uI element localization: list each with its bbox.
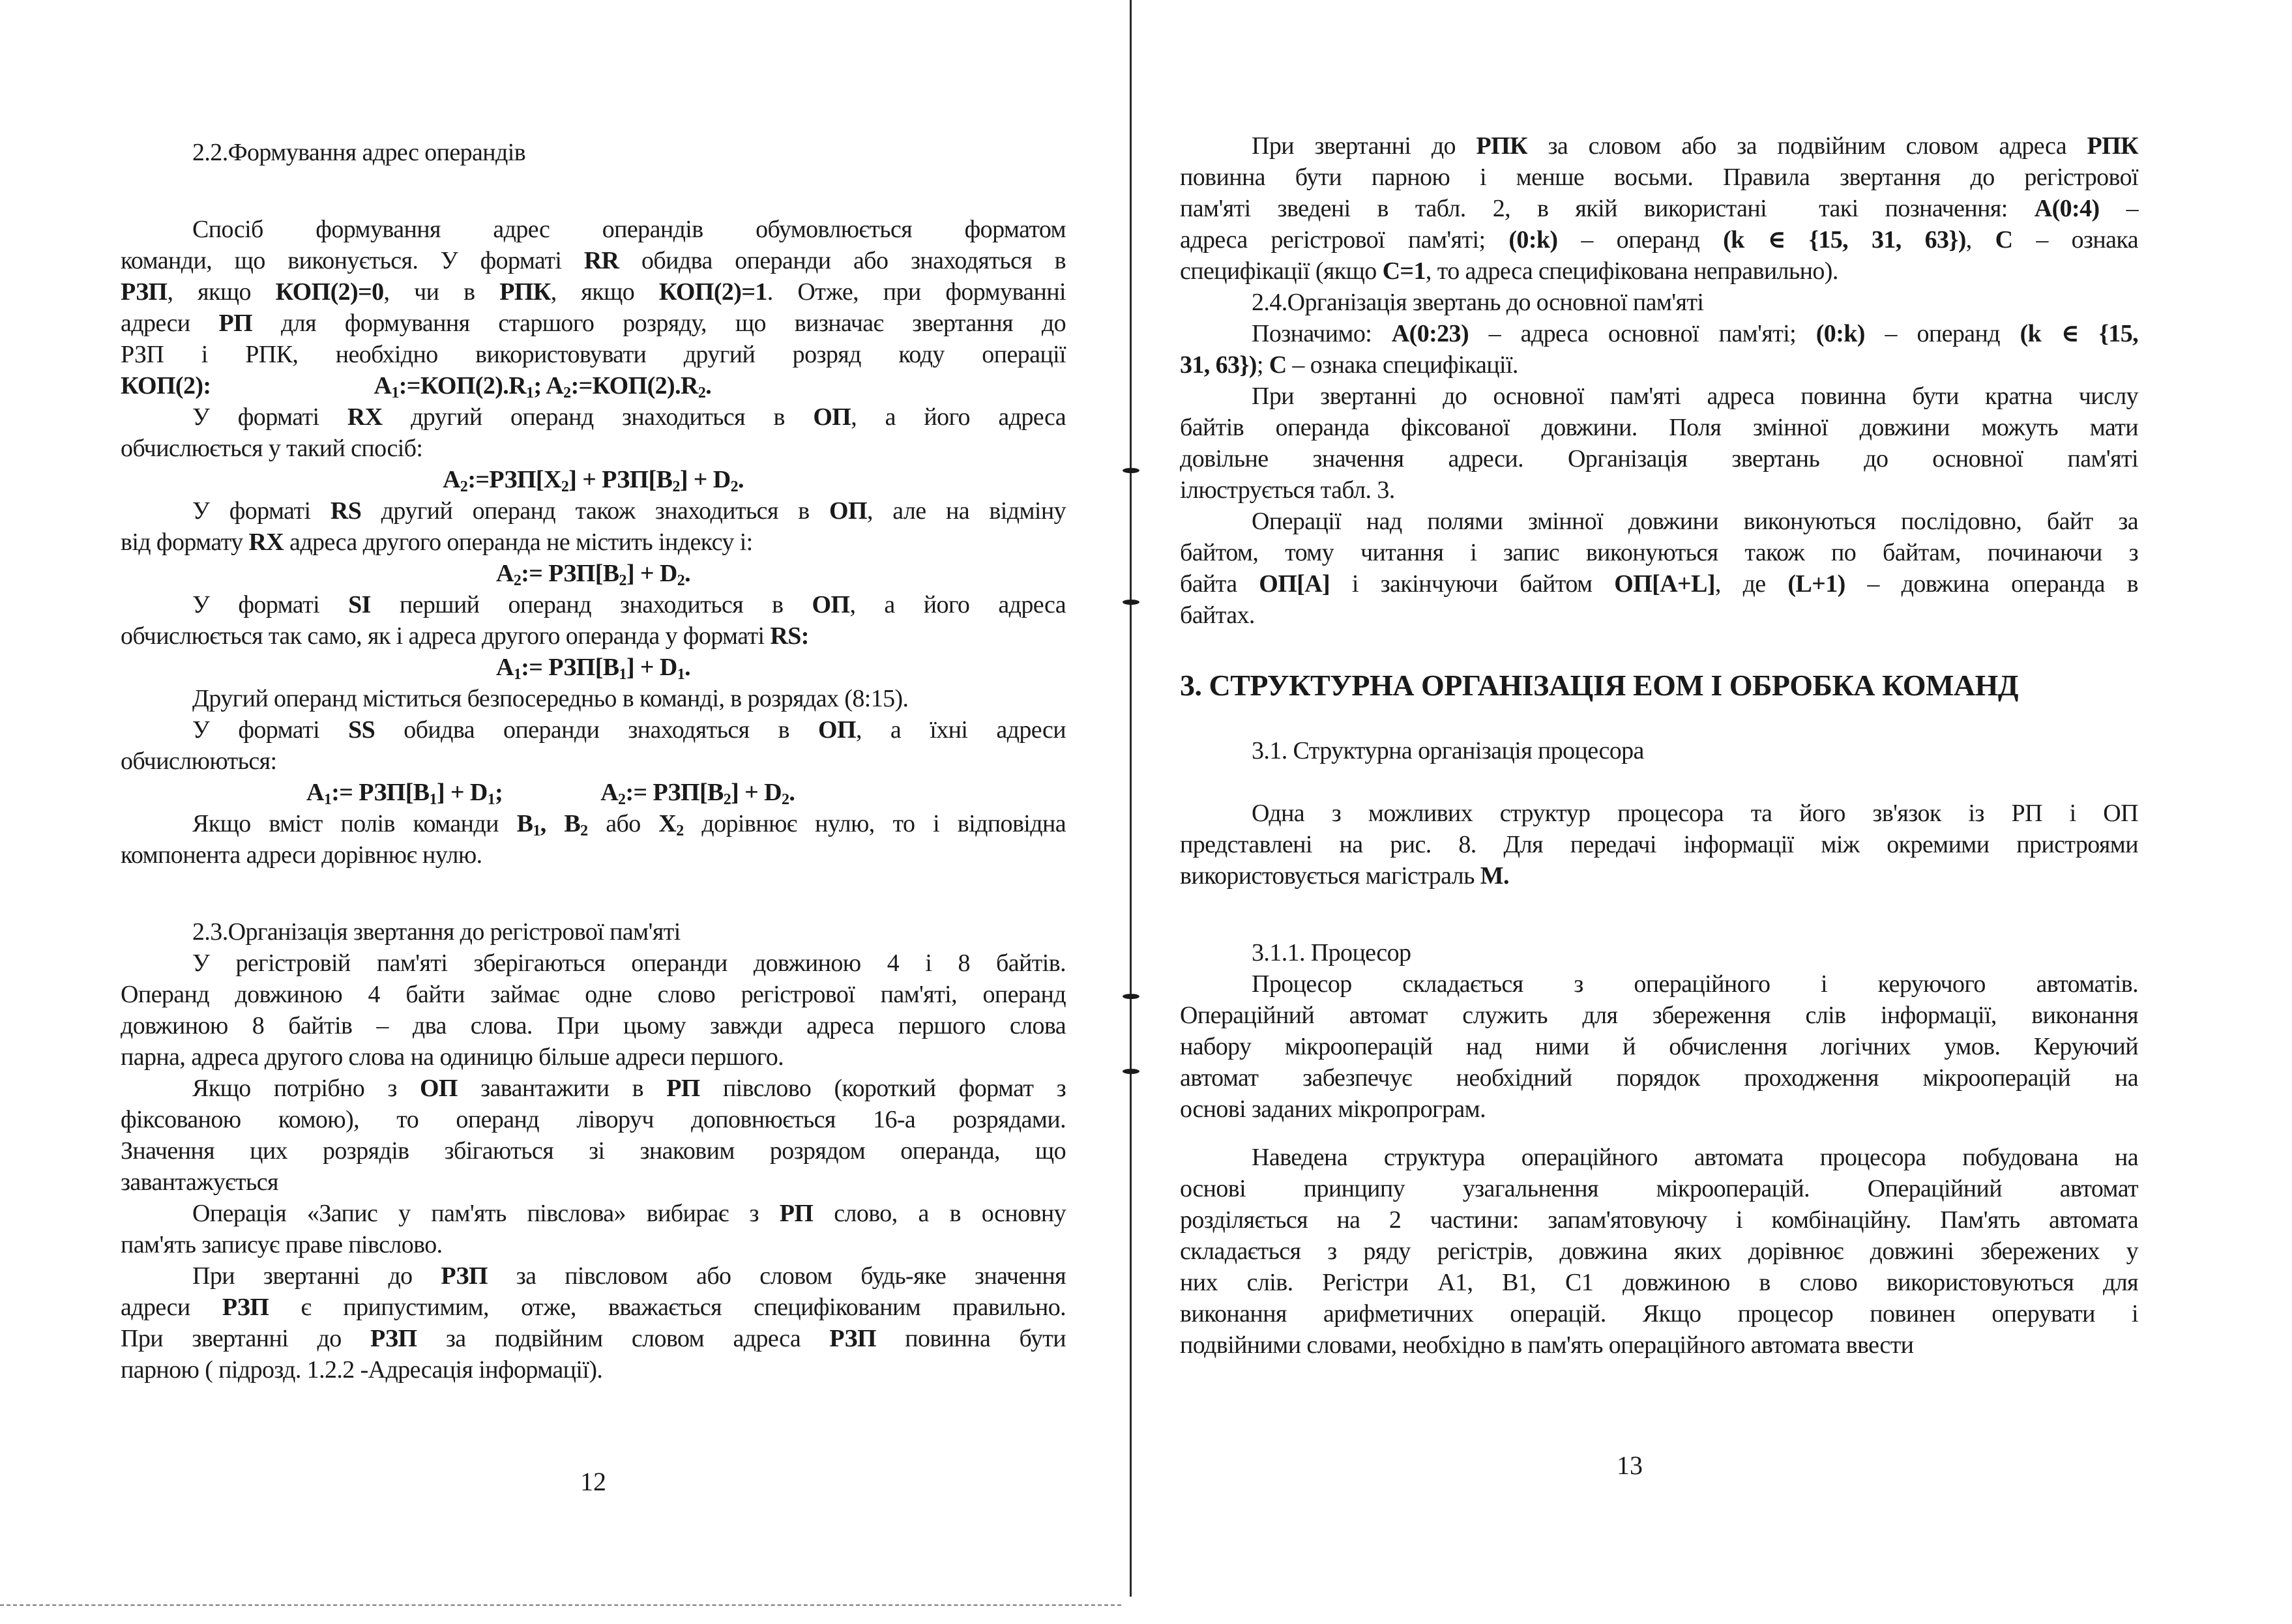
paragraph-2-3-halfword: Якщо потрібно з ОП завантажити в РП півслово (короткий формат з фіксованою комою), то операнд ліворуч доповнюється 16-а розрядами. Значення цих розрядів збігаються зі знаковим розрядом операнда, що завантажується	[121, 1075, 1066, 1196]
paragraph-3-1-1-structure: Наведена структура операційного автомата процесора побудована на основі принципу узагальнення мікрооперацій. Операційний автомат розділяється на 2 частини: запам'ятовуючу і комбінаційну. Пам'ять автомата складається з ряду регістрів, довжина яких дорівнює довжині збережених у них слів. Регістри A1, B1, C1 довжиною в слово використовуються для виконання арифметичних операцій. Якщо процесор повинен оперувати і подвійними словами, необхідно в пам'ять операційного автомата ввести	[1180, 1144, 2138, 1359]
formula-si: $A_1:= РЗП[B_1] + D_1$.	[495, 654, 691, 683]
paragraph-2-3-storage: У регістровій пам'яті зберігаються операнди довжиною 4 і 8 байтів. Операнд довжиною 4 байти займає одне слово регістрової пам'яті, операнд довжиною 8 байтів – два слова. При цьому завжди адреса першого слова парна, адреса другого слова на одиницю більше адреси першого.	[121, 950, 1066, 1071]
section-heading-3-1: 3.1. Структурна організація процесора	[1252, 737, 1644, 764]
paragraph-2-4-alignment: При звертанні до основної пам'яті адреса повинна бути кратна числу байтів операнда фіксованої довжини. Поля змінної довжини можуть мати довільне значення адреси. Організація звертань до основної пам'яті ілюструється табл. 3.	[1180, 383, 2138, 504]
paragraph-3-1: Одна з можливих структур процесора та його зв'язок із РП і ОП представлені на рис. 8. Для передачі інформації між окремими пристроями використовується магістраль M.	[1180, 800, 2138, 890]
paragraph-rpk: При звертанні до РПК за словом або за подвійним словом адреса РПК повинна бути парною і менше восьми. Правила звертання до регістрової пам'яті зведені в табл. 2, в якій використані такі позначення: A(0:4) – адреса регістрової пам'яті; (0:k) – операнд (k ∈ {15, 31, 63}), C – ознака специфікації (якщо C=1, то адреса специфікована неправильно).	[1180, 132, 2138, 285]
page-number-right: 13	[1617, 1451, 1643, 1480]
page-number-left: 12	[580, 1467, 606, 1496]
formula-ss: $A_1:= РЗП[B_1] + D_1$; $A_2:= РЗП[B_2] + D_2$.	[306, 779, 795, 808]
section-heading-2-3: 2.3.Організація звертання до регістрової пам'яті	[192, 918, 681, 946]
page-right	[1134, 0, 2292, 1624]
paragraph-ss: У форматі SS обидва операнди знаходяться в ОП, а їхні адреси обчислюються: $A_1:= РЗП[B_1] + D_1$; $A_2:= РЗП[B_2] + D_2$.	[121, 716, 1066, 808]
paragraph-rs: У форматі RS другий операнд також знаходиться в ОП, але на відміну від формату RX адреса другого операнда не містить індексу і: $A_2:= РЗП[B_2] + D_2$.	[121, 497, 1066, 589]
section-heading-3-1-1: 3.1.1. Процесор	[1252, 939, 1411, 966]
formula-rr: КОП(2): $A_1:=КОП(2).R_1$; $A_2:=КОП(2).R_2$.	[121, 372, 712, 401]
page-left	[0, 0, 1128, 1624]
paragraph-rx: У форматі RX другий операнд знаходиться в ОП, а його адреса обчислюється у такий спосіб: $A_2:=РЗП[X_2] + РЗП[B_2] + D_2$.	[121, 403, 1066, 495]
paragraph-si: У форматі SI перший операнд знаходиться в ОП, а його адреса обчислюється так само, як і адреса другого операнда у форматі RS: $A_1:= РЗП[B_1] + D_1$. Другий операнд міститься безпосередньо в команді, в розрядах (8:15).	[121, 591, 1066, 712]
left-page-text	[121, 137, 1066, 1385]
paragraph-zero-fields: Якщо вміст полів команди $B_1$, $B_2$ або $X_2$ дорівнює нулю, то і відповідна компонента адреси дорівнює нулю.	[121, 810, 1066, 869]
paragraph-2-2-intro: Спосіб формування адрес операндів обумовлюється форматом команди, що виконується. У форматі RR обидва операнди або знаходяться в РЗП, якщо КОП(2)=0, чи в РПК, якщо КОП(2)=1. Отже, при формуванні адреси РП для формування старшого розряду, що визначає звертання до РЗП і РПК, необхідно використовувати другий розряд коду операції КОП(2): $A_1:=КОП(2).R_1$; $A_2:=КОП(2).R_2$.	[121, 216, 1066, 401]
formula-rs: $A_2:= РЗП[B_2] + D_2$.	[495, 560, 691, 589]
chapter-title-3: 3. СТРУКТУРНА ОРГАНІЗАЦІЯ ЕОМ І ОБРОБКА КОМАНД	[1180, 669, 2019, 702]
book-spine	[1130, 0, 1132, 1597]
paragraph-2-4-variable: Операції над полями змінної довжини виконуються послідовно, байт за байтом, тому читання і запис виконуються також по байтам, починаючи з байта ОП[A] і закінчуючи байтом ОП[A+L], де (L+1) – довжина операнда в байтах.	[1180, 508, 2139, 629]
paragraph-3-1-1-processor: Процесор складається з операційного і керуючого автоматів. Операційний автомат служить для збереження слів інформації, виконання набору мікрооперацій над ними й обчислення логічних умов. Керуючий автомат забезпечує необхідний порядок проходження мікрооперацій на основі заданих мікропрограм.	[1180, 970, 2138, 1123]
paragraph-2-3-write: Операція «Запис у пам'ять півслова» вибирає з РП слово, а в основну пам'ять записує праве півслово.	[121, 1200, 1066, 1258]
section-heading-2-4: 2.4.Організація звертань до основної пам'яті	[1252, 289, 1704, 316]
paragraph-2-3-rzp: При звертанні до РЗП за півсловом або словом будь-яке значення адреси РЗП є припустимим, отже, вважається специфікованим правильно. При звертанні до РЗП за подвійним словом адреса РЗП повинна бути парною ( підрозд. 1.2.2 -Адресація інформації).	[121, 1262, 1066, 1384]
paragraph-2-4-notation: Позначимо: A(0:23) – адреса основної пам'яті; (0:k) – операнд (k ∈ {15, 31, 63}); C – ознака специфікації.	[1180, 320, 2138, 379]
right-page-text	[1180, 130, 2138, 1361]
formula-rx: $A_2:=РЗП[X_2] + РЗП[B_2] + D_2$.	[443, 466, 744, 495]
section-heading-2-2: 2.2.Формування адрес операндів	[192, 139, 526, 166]
